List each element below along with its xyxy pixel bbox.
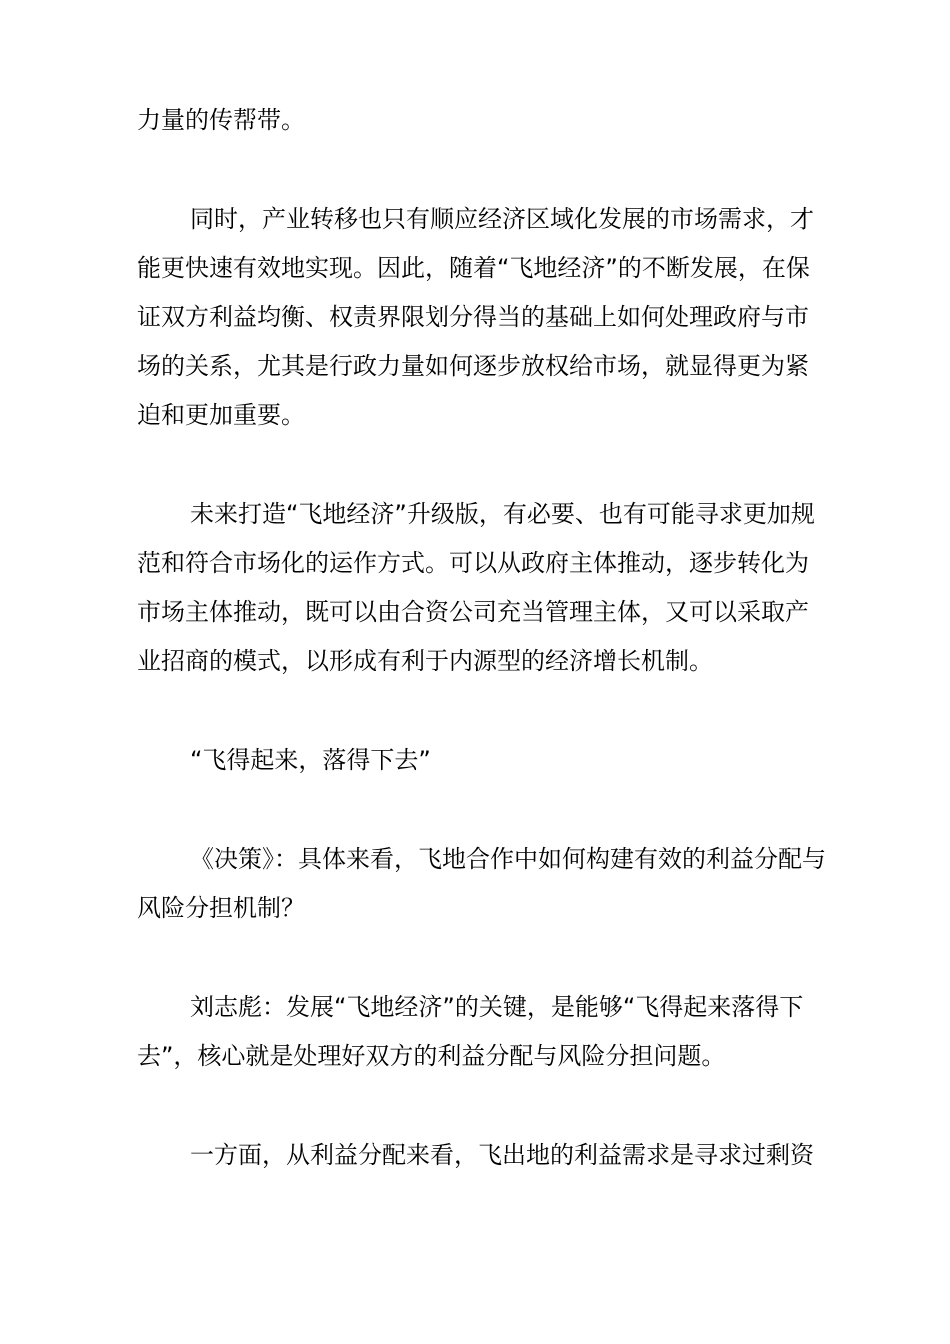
paragraph-2: 同时，产业转移也只有顺应经济区域化发展的市场需求，才能更快速有效地实现。因此，随着“飞地经济”的不断发展，在保证双方利益均衡、权责界限划分得当的基础上如何处理政府与市场的关系，尤其是行政力量如何逐步放权给市场，就显得更为紧迫和更加重要。 <box>137 205 814 429</box>
interview-answer: 刘志彪：发展“飞地经济”的关键，是能够“飞得起来落得下去”，核心就是处理好双方的利益分配与风险分担问题。 <box>137 993 804 1070</box>
interview-question: 《决策》：具体来看，飞地合作中如何构建有效的利益分配与风险分担机制？ <box>137 845 826 922</box>
paragraph-3: 未来打造“飞地经济”升级版，有必要、也有可能寻求更加规范和符合市场化的运作方式。可以从政府主体推动，逐步转化为市场主体推动，既可以由合资公司充当管理主体，又可以采取产业招商的模式，以形成有利于内源型的经济增长机制。 <box>137 500 815 675</box>
document-body <box>137 96 827 1230</box>
paragraph-1: 力量的传帮带。 <box>137 106 305 134</box>
section-heading: “飞得起来，落得下去” <box>190 746 431 774</box>
paragraph-7: 一方面，从利益分配来看，飞出地的利益需求是寻求过剩资 <box>190 1141 814 1169</box>
